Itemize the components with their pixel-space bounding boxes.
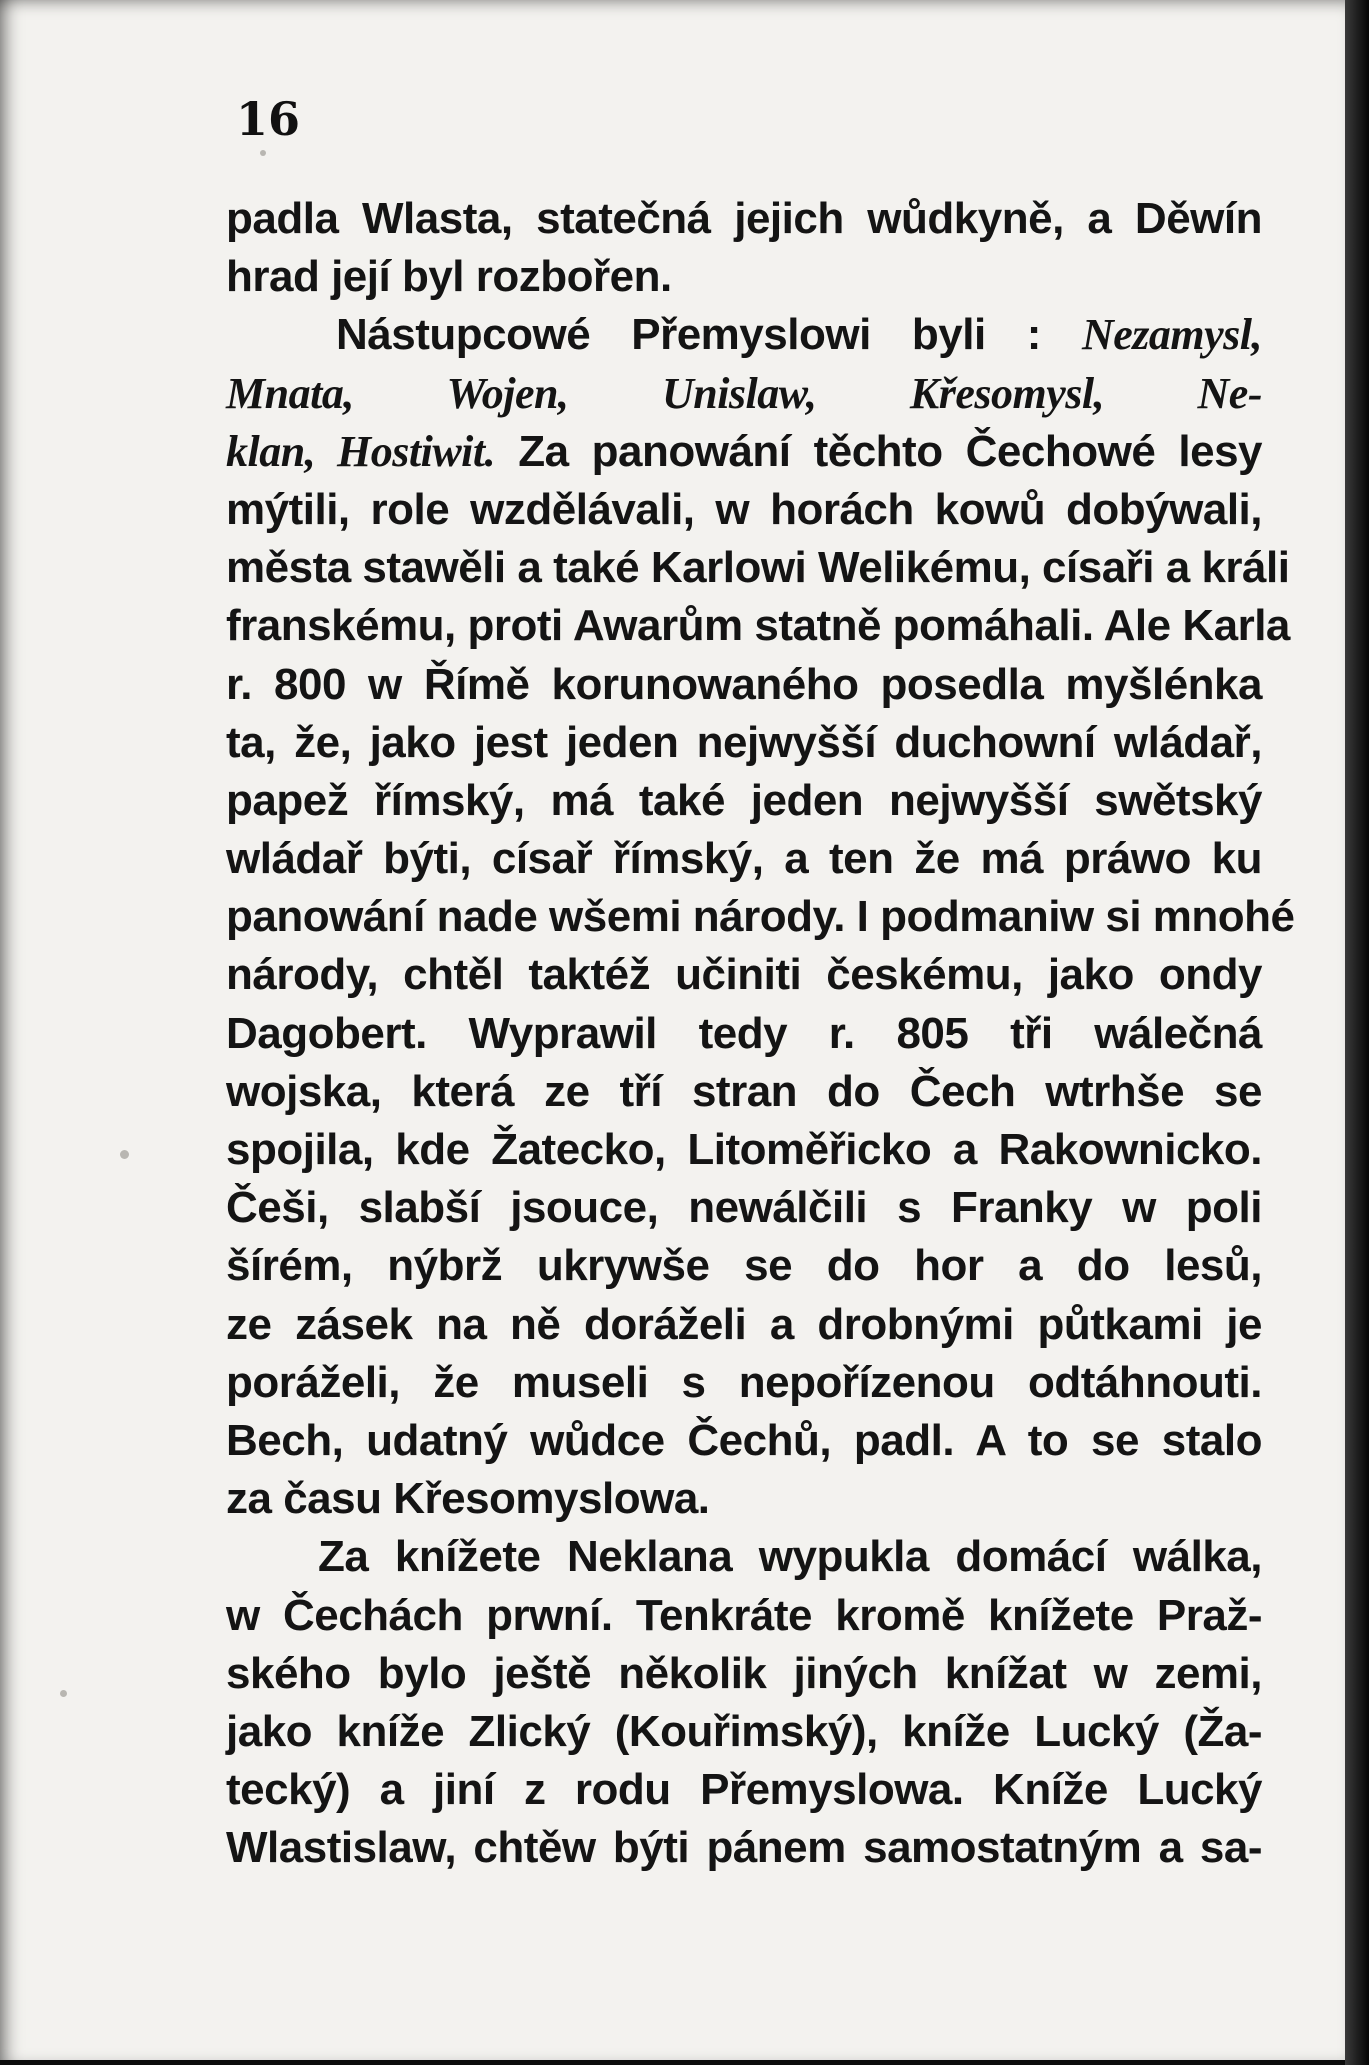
text-line (226, 1761, 1262, 1819)
text-line (226, 248, 1262, 306)
text-line (226, 1587, 1262, 1645)
text-run: papež římský, má také jeden nejwyšší swětský (226, 775, 1262, 825)
text-run: Za knížete Neklana wypukla domácí wálka, (318, 1532, 1262, 1582)
text-line (226, 597, 1290, 655)
text-line (226, 656, 1262, 714)
text-line (226, 1005, 1262, 1063)
text-line (226, 1121, 1262, 1179)
text-run: hrad její byl rozbořen. (226, 252, 672, 302)
paper-speck (260, 150, 266, 156)
text-line (226, 1296, 1262, 1354)
text-run: mýtili, role wzdělávali, w horách kowů dobýwali, (226, 484, 1262, 534)
text-run: za času Křesomyslowa. (226, 1474, 710, 1524)
text-run: franskému, proti Awarům statně pomáhali. Ale Karla (226, 601, 1290, 651)
text-line (226, 1179, 1262, 1237)
text-run: šírém, nýbrž ukrywše se do hor a do lesů, (226, 1241, 1262, 1291)
text-line (226, 1819, 1262, 1877)
text-run: Bech, udatný wůdce Čechů, padl. A to se stalo (226, 1415, 1262, 1465)
text-run: ského bylo ještě několik jiných knížat w zemi, (226, 1648, 1262, 1698)
text-run: Wlastislaw, chtěw býti pánem samostatným a sa- (226, 1823, 1262, 1873)
text-line (226, 1470, 1262, 1528)
text-line (226, 1063, 1262, 1121)
text-run: Češi, slabší jsouce, newálčili s Franky w poli (226, 1183, 1262, 1233)
text-run: wládař býti, císař římský, a ten že má práwo ku (226, 834, 1262, 884)
text-run: Za panowání těchto Čechowé lesy (495, 426, 1263, 476)
text-line (226, 888, 1295, 946)
paper-speck (60, 1690, 67, 1697)
text-line (226, 423, 1262, 481)
text-line (226, 1354, 1262, 1412)
italic-names: Mnata, Wojen, Unislaw, Křesomysl, Ne- (226, 368, 1262, 418)
text-line (226, 714, 1262, 772)
text-run: poráželi, že museli s nepořízenou odtáhnouti. (226, 1357, 1262, 1407)
text-run: Dagobert. Wyprawil tedy r. 805 tři wálečná (226, 1008, 1262, 1058)
text-line (226, 306, 1262, 364)
text-line (226, 1528, 1262, 1586)
page-edge-shadow (1345, 0, 1369, 2065)
text-line (226, 1645, 1262, 1703)
text-run: ze zásek na ně doráželi a drobnými půtkami je (226, 1299, 1262, 1349)
text-run: r. 800 w Římě korunowaného posedla myšlénka (226, 659, 1262, 709)
text-line (226, 772, 1262, 830)
text-line (226, 539, 1290, 597)
body-text (226, 190, 1295, 1877)
text-line (226, 1703, 1262, 1761)
text-run: ta, že, jako jest jeden nejwyšší duchowní wládař, (226, 717, 1262, 767)
page-number: 16 (236, 92, 301, 146)
text-run: města stawěli a také Karlowi Welikému, císaři a králi (226, 543, 1290, 593)
text-line (226, 830, 1262, 888)
italic-names: Nezamysl, (1081, 310, 1262, 360)
text-run: tecký) a jiní z rodu Přemyslowa. Kníže Lucký (226, 1765, 1262, 1815)
italic-names: klan, Hostiwit. (226, 426, 496, 476)
text-line (226, 481, 1262, 539)
text-run: spojila, kde Žatecko, Litoměřicko a Rakownicko. (226, 1125, 1262, 1174)
text-run: Nástupcowé Přemyslowi byli : (336, 310, 1082, 360)
text-line (226, 946, 1262, 1004)
text-run: jako kníže Zlický (Kouřimský), kníže Lucký (Ža- (226, 1706, 1262, 1756)
text-run: národy, chtěl taktéž učiniti českému, jako ondy (226, 950, 1262, 1000)
text-line (226, 190, 1262, 248)
text-line (226, 1412, 1262, 1470)
text-run: panowání nade wšemi národy. I podmaniw si mnohé (226, 892, 1295, 942)
text-run: w Čechách prwní. Tenkráte kromě knížete Praž- (226, 1590, 1262, 1640)
text-run: padla Wlasta, statečná jejich wůdkyně, a Děwín (226, 194, 1262, 243)
text-line (226, 365, 1262, 423)
paper-speck (120, 1150, 129, 1159)
text-run: wojska, která ze tří stran do Čech wtrhše se (226, 1066, 1262, 1116)
text-line (226, 1237, 1262, 1295)
